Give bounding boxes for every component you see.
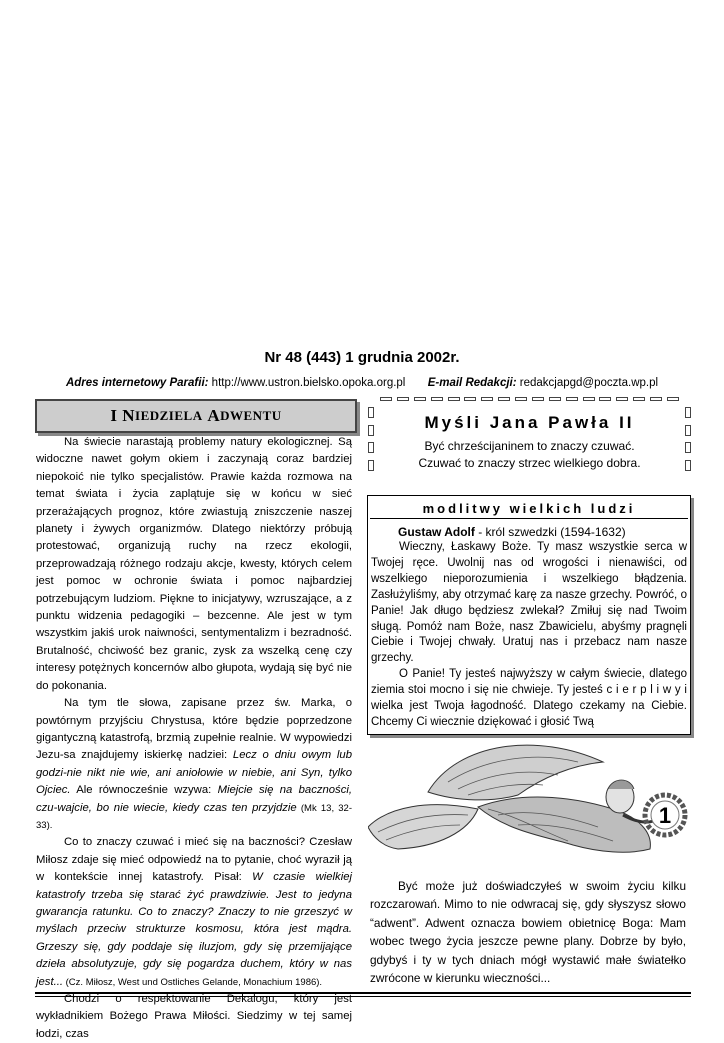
prayer-author: Gustaw Adolf - król szwedzki (1594-1632) (398, 525, 626, 539)
article-body (36, 434, 352, 1043)
angel-icon (368, 737, 698, 877)
article-paragraph: Na świecie narastają problemy natury ekologicznej. Są widoczne nawet gołym okiem i zaczynają coraz bardziej niepokoić nie tylko specjalistów. Prawie każda rozmowa na temat świata i życia zaplątuje się w końcu w sieć przerażających prognoz, które zwiastują zniszczenie naszej planety i żywych organizmów. Dlatego niektórzy próbują protestować, organizują ruchy na rzecz ekologii, przeprowadzają różnego rodzaju akcje, kwesty, których celem jest pomoc w ochronie świata i pomoc najbardziej potrzebującym ludziom. Piękne to inicjatywy, wzruszające, a z punktu widzenia pedagogiki – bezcenne. Ale jest w tym wszystkim jakiś urok naiwności, sentymentalizm i bezradność. Brutalność, chciwość bez granic, zysk za wszelką cenę czy interesy potężnych koncernów albo głupota, wydają się być nie do pokonania. (36, 436, 352, 692)
prayer-paragraph: Wieczny, Łaskawy Boże. Ty masz wszystkie serca w Twojej ręce. Uwolnij nas od wrogości i nienawiści, od wszelkiego nieporozumienia i wszelkiego błądzenia. Zasłużyliśmy, aby otrzymać karę za nasze grzechy. Powróć, o Panie! Jak długo będziesz zwlekał? Zmiłuj się nad Twoim sługą. Pomóż nam Boże, nasz Zbawicielu, abyśmy pragnęli Ciebie i Twojej chwały. Uratuj nas i przebacz nam nasze grzechy. (371, 541, 687, 665)
thoughts-box (366, 397, 693, 477)
address-label: Adres internetowy Parafii: (65, 377, 209, 389)
bottom-rule (35, 996, 691, 997)
thought-line: Być chrześcijaninem to znaczy czuwać. (424, 439, 635, 453)
address-line (0, 377, 724, 389)
issue-number: Nr 48 (443) 1 grudnia 2002r. (264, 349, 460, 366)
title-part: I N (110, 406, 136, 425)
thoughts-text (366, 438, 693, 471)
thought-line: Czuwać to znaczy strzec wielkiego dobra. (418, 455, 641, 470)
wreath-number: 1 (658, 803, 672, 828)
email-label: E-mail Redakcji: (427, 377, 517, 389)
angel-illustration (368, 737, 698, 877)
prayer-box (367, 495, 691, 735)
right-column-text (370, 877, 686, 987)
title-part: A (207, 406, 221, 425)
address-link[interactable]: http://www.ustron.bielsko.opoka.org.pl (211, 377, 406, 389)
article-paragraph: Chodzi o respektowanie Dekalogu, który jest wykładnikiem Bożego Prawa Miłości. Siedzimy w tej samej łodzi, czas (36, 993, 352, 1040)
article-title (35, 399, 357, 433)
article-paragraph: Co to znaczy czuwać i mieć się na baczności? Czesław Miłosz zdaje się mieć odpowiedź na to pytanie, choć wyraził ją w kontekście innej katastrofy. Pisał: W czasie wielkiej katastrofy trzeba się starać żyć prawdziwie. Jest to jedyna gwarancja ratunku. Co to znaczy? Znaczy to nie grzeszyć w myślach przeciw strukturze kosmosu, która jest mądra. Grzeszy się, gdy poddaje się iluzjom, gdy się przemijające dzieła absolutyzuje, gdy się pogardza duchem, który w nas jest... (Cz. Miłosz, West und Ostliches Gelande, Monachium 1986). (36, 836, 352, 988)
prayer-title: modlitwy wielkich ludzi (422, 501, 636, 516)
thoughts-title: Myśli Jana Pawła II (424, 413, 635, 432)
right-paragraph: Być może już doświadczyłeś w swoim życiu kilku rozczarowań. Mimo to nie odwracaj się, gdy słyszysz słowo “adwent”. Adwent oznacza bowiem obietnicę Boga: Mam wobec twego życia jeszcze pewne plany. Dobrze by było, gdybyś i ty w tych dniach mógł wystawić małe światełko zwrócone w kierunku wieczności... (370, 879, 686, 986)
title-part: DWENTU (220, 408, 282, 423)
prayer-paragraph: O Panie! Ty jesteś najwyższy w całym świecie, dlatego ziemia stoi mocno i się nie chwieje. Ty jesteś c i e r p l i w y i wielka jest Twoja łagodność. Dlatego czekamy na Ciebie. Chcemy Ci wiecznie dziękować i głosić Twą (371, 668, 687, 728)
prayer-body (371, 540, 687, 731)
title-part: IEDZIELA (135, 408, 203, 423)
email-link[interactable]: redakcjapgd@poczta.wp.pl (519, 377, 659, 389)
dashed-border-top (380, 397, 679, 401)
bottom-rule (35, 992, 691, 994)
prayer-divider (370, 518, 688, 519)
article-paragraph: Na tym tle słowa, zapisane przez św. Marka, o powtórnym przyjściu Chrystusa, które będzie poprzedzone gigantyczną katastrofą, brzmią zupełnie realnie. W wypowiedzi Jezu-sa znajdujemy iskierkę nadziei: Lecz o dniu owym lub godzi-nie nikt nie wie, ani aniołowie w niebie, ani Syn, tylko Ojciec. Ale równocześnie wzywa: Miejcie się na baczności, czu-wajcie, bo nie wiecie, kiedy czas ten przyjdzie (Mk 13, 32-33). (36, 697, 353, 831)
